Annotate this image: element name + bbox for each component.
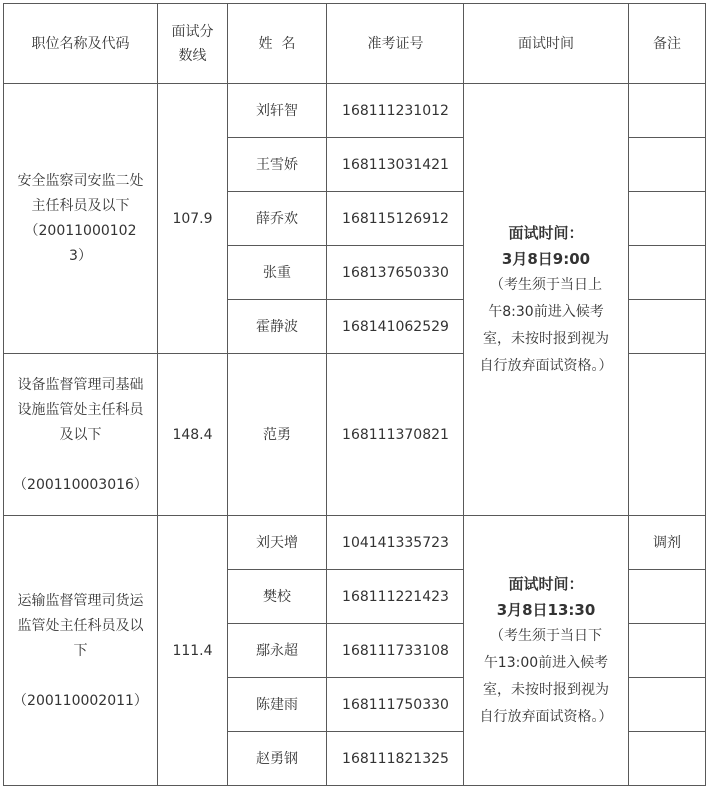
table-divider xyxy=(326,3,327,786)
table-divider xyxy=(227,299,464,300)
candidate-name: 刘轩智 xyxy=(227,84,327,138)
candidate-name: 薛乔欢 xyxy=(227,192,327,246)
candidate-name: 王雪娇 xyxy=(227,138,327,192)
candidate-remark xyxy=(628,678,706,732)
header-remark: 备注 xyxy=(628,3,706,84)
candidate-exam-id: 168113031421 xyxy=(327,138,464,192)
table-divider xyxy=(227,623,464,624)
table-divider xyxy=(628,569,706,570)
table-divider xyxy=(628,731,706,732)
candidate-remark xyxy=(628,300,706,354)
candidate-exam-id: 168111231012 xyxy=(327,84,464,138)
candidate-name: 樊校 xyxy=(227,570,327,624)
header-name: 姓 名 xyxy=(227,3,327,84)
score-cell: 148.4 xyxy=(158,354,227,516)
candidate-exam-id: 168137650330 xyxy=(327,246,464,300)
table-divider xyxy=(227,245,464,246)
candidate-remark xyxy=(628,732,706,786)
interview-time-cell: 面试时间： 3月8日13:30 （考生须于当日下 午13:00前进入候考 室，未按时报到视为 自行放弃面试资格。） xyxy=(464,516,628,786)
candidate-exam-id: 168111370821 xyxy=(327,354,464,516)
table-divider xyxy=(3,515,706,516)
header-exam-id: 准考证号 xyxy=(327,3,464,84)
candidate-remark xyxy=(628,192,706,246)
table-divider xyxy=(227,191,464,192)
table-divider xyxy=(628,3,629,786)
table-divider xyxy=(227,731,464,732)
table-divider xyxy=(628,137,706,138)
candidate-name: 刘天增 xyxy=(227,516,327,570)
candidate-exam-id: 168115126912 xyxy=(327,192,464,246)
table-divider xyxy=(628,299,706,300)
table-divider xyxy=(463,3,464,786)
candidate-name: 鄢永超 xyxy=(227,624,327,678)
header-score: 面试分 数线 xyxy=(158,3,227,84)
table-border xyxy=(3,785,706,786)
candidate-exam-id: 168111221423 xyxy=(327,570,464,624)
table-divider xyxy=(227,137,464,138)
position-cell: 设备监督管理司基础 设施监管处主任科员 及以下 （200110003016） xyxy=(3,354,158,516)
table-divider xyxy=(628,245,706,246)
score-cell: 111.4 xyxy=(158,516,227,786)
interview-time-cell: 面试时间： 3月8日9:00 （考生须于当日上 午8:30前进入候考 室，未按时报到视为 自行放弃面试资格。） xyxy=(464,84,628,516)
candidate-exam-id: 168111821325 xyxy=(327,732,464,786)
candidate-remark xyxy=(628,84,706,138)
candidate-remark: 调剂 xyxy=(628,516,706,570)
candidate-remark xyxy=(628,354,706,516)
position-cell: 运输监督管理司货运 监管处主任科员及以 下 （200110002011） xyxy=(3,516,158,786)
table-divider xyxy=(628,623,706,624)
table-border xyxy=(705,3,706,786)
table-divider xyxy=(628,353,706,354)
candidate-exam-id: 168111750330 xyxy=(327,678,464,732)
header-position: 职位名称及代码 xyxy=(3,3,158,84)
candidate-exam-id: 168141062529 xyxy=(327,300,464,354)
position-cell: 安全监察司安监二处 主任科员及以下 （20011000102 3） xyxy=(3,84,158,354)
candidate-exam-id: 168111733108 xyxy=(327,624,464,678)
candidate-name: 赵勇钢 xyxy=(227,732,327,786)
candidate-remark xyxy=(628,138,706,192)
table-divider xyxy=(227,677,464,678)
candidate-exam-id: 104141335723 xyxy=(327,516,464,570)
candidate-name: 霍静波 xyxy=(227,300,327,354)
candidate-remark xyxy=(628,570,706,624)
candidate-name: 张重 xyxy=(227,246,327,300)
header-time: 面试时间 xyxy=(464,3,628,84)
candidate-name: 范勇 xyxy=(227,354,327,516)
table-border xyxy=(3,3,4,786)
candidate-remark xyxy=(628,624,706,678)
candidate-remark xyxy=(628,246,706,300)
table-divider xyxy=(227,569,464,570)
table-divider xyxy=(3,83,706,84)
candidate-name: 陈建雨 xyxy=(227,678,327,732)
table-border xyxy=(3,3,706,4)
table-divider xyxy=(3,353,464,354)
table-divider xyxy=(157,3,158,786)
table-divider xyxy=(227,3,228,786)
score-cell: 107.9 xyxy=(158,84,227,354)
table-divider xyxy=(628,191,706,192)
table-divider xyxy=(628,677,706,678)
